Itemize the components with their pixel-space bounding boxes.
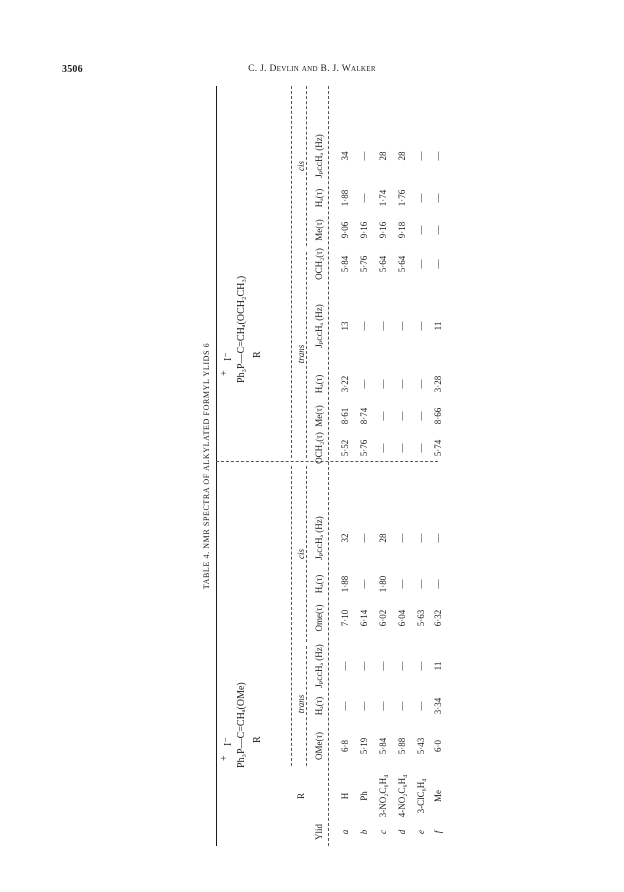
formula-right-r: R: [252, 351, 263, 358]
row-substituent: Ph: [359, 791, 369, 801]
table-cell: —: [397, 701, 407, 711]
table-cell: —: [416, 321, 426, 331]
table-cell: 5·84: [378, 737, 388, 755]
col-header-left: OMe(τ): [314, 731, 324, 761]
table-cell: —: [359, 321, 369, 331]
table-cell: —: [397, 661, 407, 671]
table-cell: —: [397, 411, 407, 421]
table-cell: 5·43: [416, 737, 426, 755]
table-cell: —: [397, 379, 407, 389]
table-cell: —: [416, 225, 426, 235]
table-cell: —: [359, 661, 369, 671]
cis-label-right: cis: [296, 161, 306, 171]
table-cell: 9·16: [378, 221, 388, 239]
table-cell: 28: [397, 151, 407, 161]
formula-left-charge: +: [219, 755, 230, 761]
table-cell: 1·74: [378, 189, 388, 207]
formula-right-ion: I⁻: [223, 352, 234, 361]
table-cell: —: [397, 321, 407, 331]
table-cell: —: [416, 579, 426, 589]
table-cell: 5·76: [359, 255, 369, 273]
table-cell: 28: [378, 151, 388, 161]
table-cell: 5·63: [416, 609, 426, 627]
formula-right: Ph₃P—C=CHₐ(OCH₂CH₃): [236, 275, 247, 383]
col-header-right: OCH₂(τ): [314, 432, 324, 464]
col-header-right: Me(τ): [314, 219, 324, 241]
table-cell: —: [416, 661, 426, 671]
table-cell: 9·18: [397, 221, 407, 239]
top-rule: [216, 86, 217, 846]
row-ylid: d: [397, 829, 407, 835]
group-rule-left: [291, 466, 292, 766]
col-header-right: Hₐ(τ): [314, 374, 324, 394]
table-cell: 3·34: [433, 697, 443, 715]
table-cell: 13: [340, 321, 350, 331]
col-header-right: OCH₂(τ): [314, 248, 324, 280]
table-caption: TABLE 4. NMR SPECTRA OF ALKYLATED FORMYL YLIDS 6: [202, 342, 211, 590]
table-cell: —: [359, 579, 369, 589]
cis-label-left: cis: [296, 549, 306, 559]
table-cell: —: [416, 259, 426, 269]
formula-left-r: R: [252, 736, 263, 743]
col-header-left: JₚᴄᴄHₐ (Hz): [314, 644, 324, 688]
page-number: 3506: [62, 64, 83, 75]
col-header-left: JₚᴄᴄHₐ (Hz): [314, 516, 324, 560]
table-cell: —: [359, 533, 369, 543]
table-cell: —: [416, 193, 426, 203]
table-cell: 9·06: [340, 221, 350, 239]
col-header-ylid: Ylid: [314, 823, 324, 841]
table-cell: —: [433, 533, 443, 543]
row-ylid: b: [359, 829, 369, 835]
row-substituent: Me: [433, 790, 443, 802]
running-head: C. J. Devlin and B. J. Walker: [248, 64, 376, 74]
table-cell: 8·74: [359, 407, 369, 425]
table-cell: 5·76: [359, 439, 369, 457]
col-header-right: Hₐ(τ): [314, 188, 324, 208]
col-header-left: Ome(τ): [314, 604, 324, 632]
table-cell: —: [397, 443, 407, 453]
table-cell: —: [378, 701, 388, 711]
row-substituent: 3-NO₂C₆H₄: [378, 774, 388, 818]
table-cell: —: [397, 579, 407, 589]
row-ylid: f: [433, 830, 443, 834]
col-header-left: Hₐ(τ): [314, 696, 324, 716]
table-cell: 8·61: [340, 407, 350, 425]
table-cell: 6·04: [397, 609, 407, 627]
table-cell: —: [340, 701, 350, 711]
table-cell: 7·10: [340, 609, 350, 627]
table-cell: 5·52: [340, 439, 350, 457]
table-cell: 6·32: [433, 609, 443, 627]
trans-rule-right: [306, 252, 307, 458]
table-cell: 28: [378, 533, 388, 543]
cis-rule-right: [306, 86, 307, 246]
col-header-r: R: [296, 792, 306, 800]
table-cell: 1·80: [378, 575, 388, 593]
table-cell: —: [433, 579, 443, 589]
table-cell: —: [359, 701, 369, 711]
formula-right-charge: +: [219, 370, 230, 376]
col-header-right: JₚᴄᴄHₐ (Hz): [314, 304, 324, 348]
table-cell: 3·22: [340, 375, 350, 393]
cis-rule-left: [306, 466, 307, 642]
table-cell: 34: [340, 151, 350, 161]
table-cell: 32: [340, 533, 350, 543]
trans-rule-left: [306, 646, 307, 766]
col-header-left: Hₐ(τ): [314, 574, 324, 594]
table-cell: 1·88: [340, 575, 350, 593]
table-cell: —: [416, 443, 426, 453]
table-cell: —: [359, 193, 369, 203]
table-cell: 6·02: [378, 609, 388, 627]
table-cell: 11: [433, 321, 443, 331]
table-cell: 6·0: [433, 740, 443, 752]
trans-label-right: trans: [296, 344, 306, 364]
table-cell: —: [397, 533, 407, 543]
table-cell: —: [378, 661, 388, 671]
table-cell: —: [359, 379, 369, 389]
row-ylid: e: [416, 830, 426, 834]
table-cell: —: [378, 379, 388, 389]
row-ylid: a: [340, 829, 350, 835]
header-rule: [328, 86, 329, 846]
table-cell: 5·64: [397, 255, 407, 273]
table-cell: —: [378, 411, 388, 421]
table-cell: 5·74: [433, 439, 443, 457]
table-cell: —: [433, 151, 443, 161]
table-cell: 5·64: [378, 255, 388, 273]
table-cell: —: [416, 533, 426, 543]
table-cell: —: [416, 151, 426, 161]
table-cell: —: [340, 661, 350, 671]
table-divider: [216, 461, 438, 462]
table-cell: —: [433, 193, 443, 203]
row-substituent: 4-NO₂C₆H₄: [397, 774, 407, 818]
row-ylid: c: [378, 830, 388, 834]
group-rule-right: [291, 86, 292, 458]
table-cell: —: [378, 321, 388, 331]
table-cell: 1·88: [340, 189, 350, 207]
nmr-table: [200, 86, 443, 846]
table-cell: 6·14: [359, 609, 369, 627]
table-cell: —: [433, 225, 443, 235]
table-cell: 8·66: [433, 407, 443, 425]
table-cell: 3·28: [433, 375, 443, 393]
row-substituent: H: [340, 792, 350, 800]
table-cell: 5·19: [359, 737, 369, 755]
table-cell: 5·84: [340, 255, 350, 273]
table-cell: —: [359, 151, 369, 161]
table-cell: 6·8: [340, 740, 350, 752]
col-header-right: JₚᴄᴄHₐ (Hz): [314, 134, 324, 178]
formula-left: Ph₃P—C=CHₐ(OMe): [236, 682, 247, 768]
col-header-right: Me(τ): [314, 405, 324, 427]
table-cell: —: [416, 411, 426, 421]
table-cell: 5·88: [397, 737, 407, 755]
table-cell: 1·76: [397, 189, 407, 207]
table-cell: 9·16: [359, 221, 369, 239]
table-cell: —: [416, 379, 426, 389]
table-cell: —: [378, 443, 388, 453]
formula-left-ion: I⁻: [223, 737, 234, 746]
table-cell: —: [433, 259, 443, 269]
row-substituent: 3-ClC₆H₄: [416, 778, 426, 814]
table-cell: —: [416, 701, 426, 711]
table-cell: 11: [433, 661, 443, 671]
trans-label-left: trans: [296, 694, 306, 714]
